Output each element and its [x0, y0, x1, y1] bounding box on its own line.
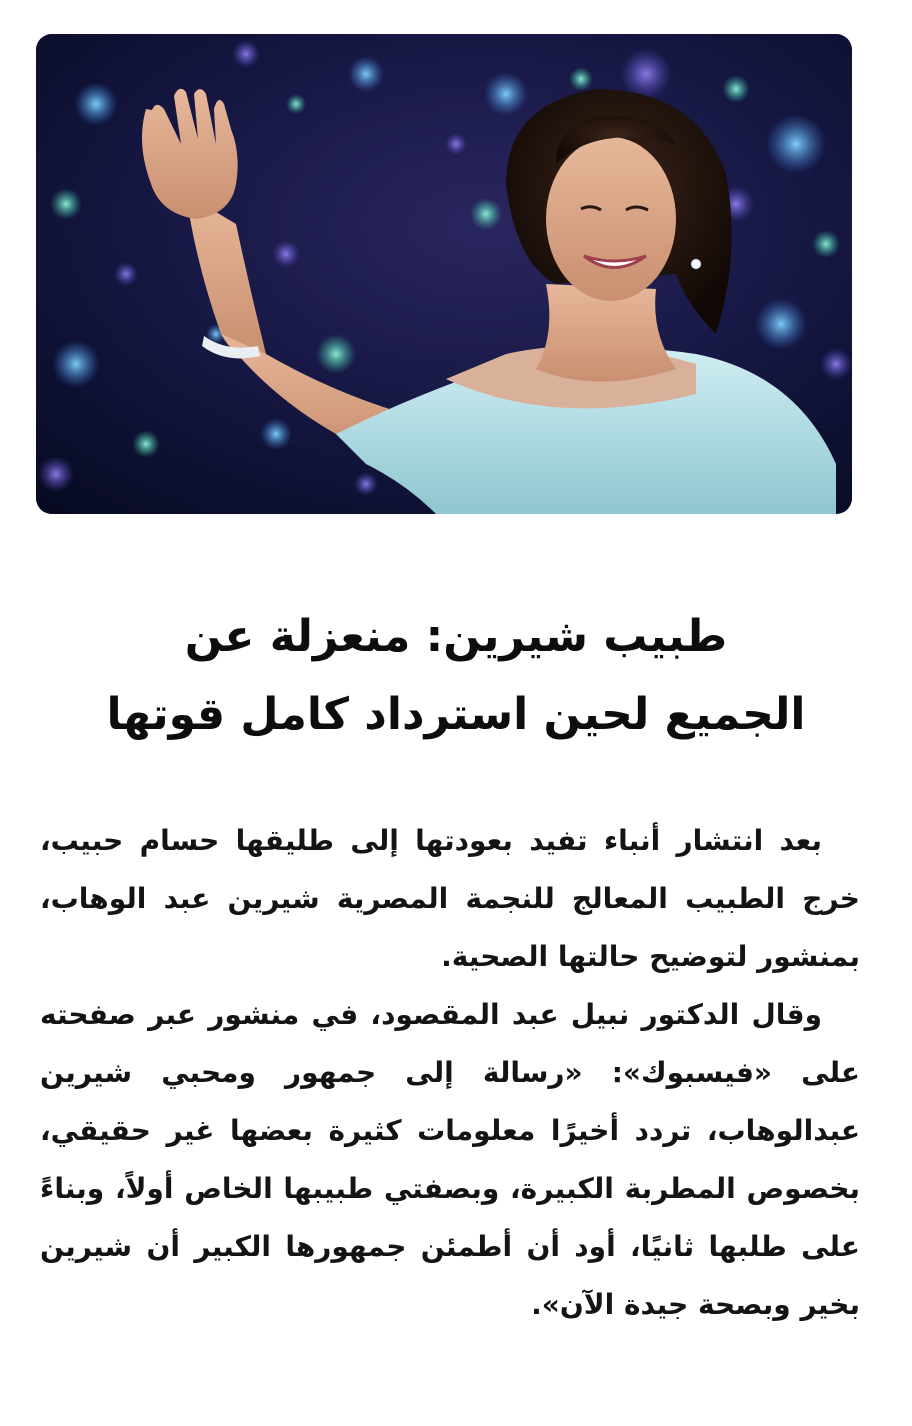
headline-line-1: طبيب شيرين: منعزلة عن	[184, 611, 728, 662]
singer-photo-illustration	[36, 34, 852, 514]
article-headline	[40, 598, 872, 754]
article-paragraph-1: بعد انتشار أنباء تفيد بعودتها إلى طليقها حسام حبيب، خرج الطبيب المعالج للنجمة المصرية شيرين عبد الوهاب، بمنشور لتوضيح حالتها الصحية.	[40, 824, 860, 973]
article-body	[40, 812, 860, 1334]
headline-line-2: الجميع لحين استرداد كامل قوتها	[106, 689, 806, 740]
article-photo	[36, 34, 852, 514]
face	[546, 137, 676, 301]
article-paragraph-2: وقال الدكتور نبيل عبد المقصود، في منشور عبر صفحته على «فيسبوك»: «رسالة إلى جمهور ومحبي شيرين عبدالوهاب، تردد أخيرًا معلومات كثيرة بعضها غير حقيقي، بخصوص المطربة الكبيرة، وبصفتي طبيبها الخاص أولاً، وبناءً على طلبها ثانيًا، أود أن أطمئن جمهورها الكبير أن شيرين بخير وبصحة جيدة الآن».	[40, 998, 860, 1321]
